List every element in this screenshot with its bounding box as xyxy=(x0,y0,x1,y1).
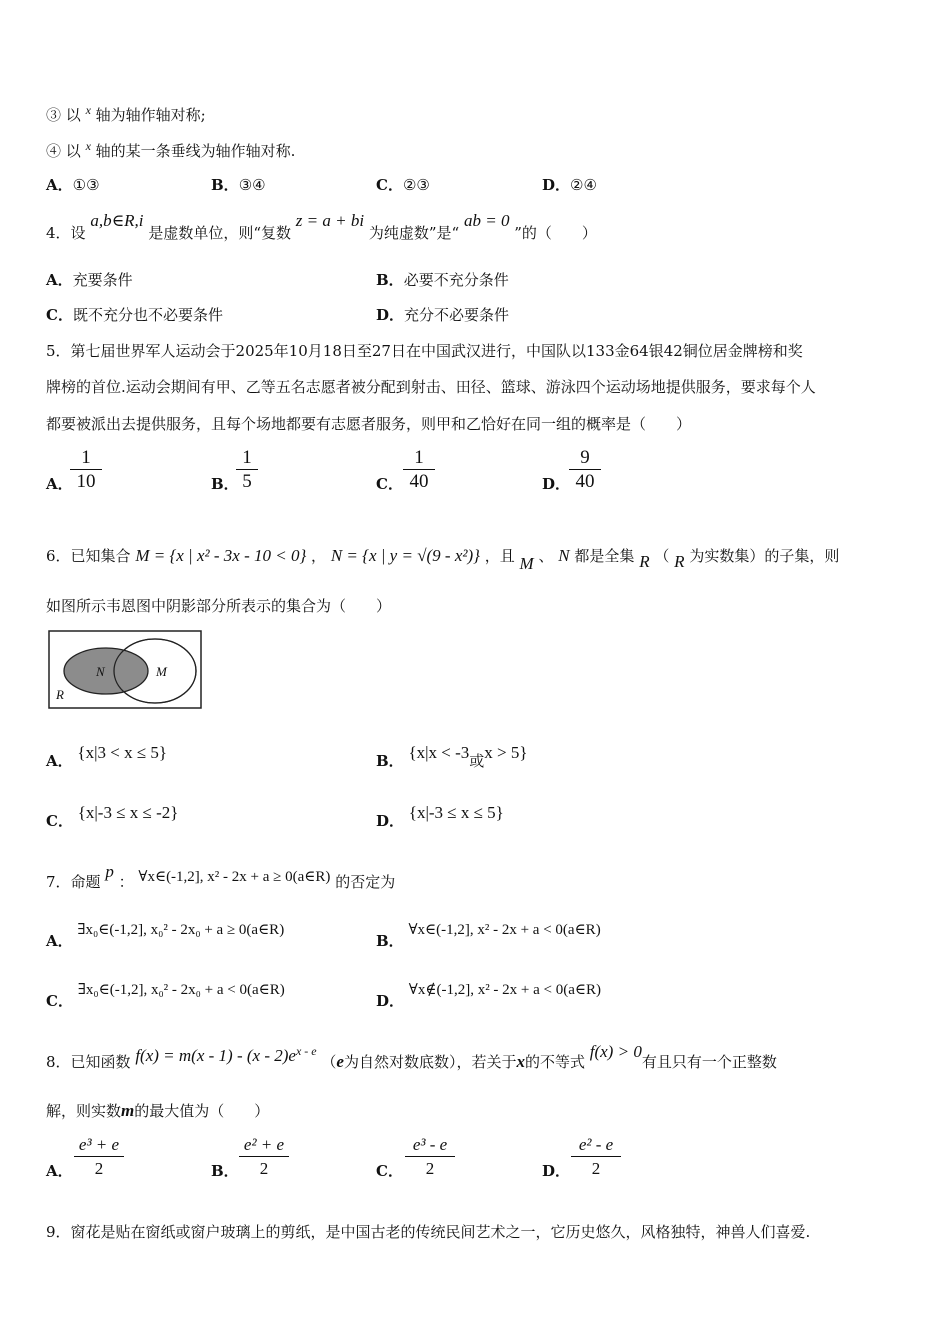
option-or: 或 xyxy=(469,752,485,770)
q4-option-a[interactable] xyxy=(46,269,133,290)
q8-option-b-fraction[interactable] xyxy=(239,1134,289,1181)
q7-text: 的否定为 xyxy=(335,873,396,891)
option-label: C． xyxy=(376,176,403,194)
option-text: ∀x∉(-1,2], x² - 2x + a < 0(a∈R) xyxy=(408,982,602,998)
q5-option-a-label[interactable]: A． xyxy=(46,475,73,493)
q4-math-z: z = a + bi xyxy=(295,211,365,230)
q8-text-1: （ xyxy=(321,1053,337,1071)
option-text-2: x > 5} xyxy=(484,743,528,762)
q7-option-b[interactable] xyxy=(376,922,601,951)
numerator: 9 xyxy=(569,447,601,470)
item-4 xyxy=(46,139,295,161)
venn-label-r: R xyxy=(56,687,64,702)
numerator: e² - e xyxy=(571,1134,621,1157)
venn-label-n: N xyxy=(96,664,105,679)
q8-exponent: x - e xyxy=(295,1044,317,1058)
q6-option-d[interactable] xyxy=(376,803,504,831)
denominator: 2 xyxy=(425,1159,435,1178)
q8-var-m: m xyxy=(121,1101,135,1120)
venn-label-m: M xyxy=(156,664,167,679)
item-3-prefix: ③ 以 xyxy=(46,106,81,124)
denominator: 5 xyxy=(242,471,252,492)
q8-option-b-label[interactable]: B． xyxy=(211,1162,239,1180)
option-text: 既不充分也不必要条件 xyxy=(72,306,223,324)
q6-comma: ， xyxy=(311,547,327,565)
q5-option-b-fraction[interactable] xyxy=(236,447,258,494)
option-label: A． xyxy=(46,752,73,770)
q8-option-c-fraction[interactable] xyxy=(405,1134,455,1181)
option-text: {x|-3 ≤ x ≤ -2} xyxy=(77,803,179,822)
q8-option-a-fraction[interactable] xyxy=(74,1134,124,1181)
option-text: 充要条件 xyxy=(72,271,133,289)
option-label: A． xyxy=(46,932,73,950)
option-label: B． xyxy=(376,271,404,289)
q5-option-d-fraction[interactable] xyxy=(569,447,601,494)
numerator: 1 xyxy=(70,447,102,470)
venn-set-n-shaded xyxy=(64,648,148,694)
option-text: 必要不充分条件 xyxy=(403,271,509,289)
numerator: e² + e xyxy=(239,1134,289,1157)
option-label: A． xyxy=(46,176,73,194)
q8-function: f(x) = m(x - 1) - (x - 2)e xyxy=(135,1046,296,1065)
q6-text-4: 为实数集）的子集，则 xyxy=(689,547,840,565)
q7-number: 7．命题 xyxy=(46,873,101,891)
q3-option-a[interactable] xyxy=(46,174,100,195)
q6-option-c[interactable] xyxy=(46,803,179,831)
item-3-text: 轴为轴作轴对称; xyxy=(95,106,206,124)
q4-option-c[interactable] xyxy=(46,304,223,325)
q4-option-d[interactable] xyxy=(376,304,509,325)
q5-option-c-fraction[interactable] xyxy=(403,447,435,494)
q8-line-2-suffix: 的最大值为（ ） xyxy=(134,1102,270,1120)
q4-text-2: 为纯虚数”是“ xyxy=(368,224,460,242)
option-label: B． xyxy=(211,176,239,194)
denominator: 10 xyxy=(76,471,96,492)
q5-line-3: 都要被派出去提供服务，且每个场地都要有志愿者服务，则甲和乙恰好在同一组的概率是（ ） xyxy=(46,415,692,433)
q6-text-2: 都是全集 xyxy=(574,547,635,565)
option-text: ∀x∈(-1,2], x² - 2x + a < 0(a∈R) xyxy=(408,922,601,938)
q8-text-3: 的不等式 xyxy=(524,1053,585,1071)
denominator: 2 xyxy=(259,1159,269,1178)
option-label: C． xyxy=(46,306,73,324)
option-text: ②③ xyxy=(402,176,430,194)
question-7 xyxy=(46,862,396,892)
denominator: 2 xyxy=(94,1159,104,1178)
q7-option-d[interactable] xyxy=(376,982,602,1011)
q8-line-2 xyxy=(46,1100,269,1121)
q7-option-c[interactable] xyxy=(46,982,285,1011)
q6-var-n: N xyxy=(558,546,570,565)
q6-var-r: R xyxy=(639,552,650,571)
venn-diagram xyxy=(48,630,204,712)
option-label: C． xyxy=(46,812,73,830)
option-label: D． xyxy=(376,812,405,830)
option-label: B． xyxy=(376,932,404,950)
option-label: A． xyxy=(46,271,73,289)
q6-line-2: 如图所示韦恩图中阴影部分所表示的集合为（ ） xyxy=(46,597,392,615)
option-text: ①③ xyxy=(72,176,100,194)
q4-text-1: 是虚数单位，则“复数 xyxy=(148,224,291,242)
q8-option-a-label[interactable]: A． xyxy=(46,1162,73,1180)
q6-option-a[interactable] xyxy=(46,743,168,771)
option-text: {x|x < -3 xyxy=(408,743,470,762)
option-text: ∃x₀∈(-1,2], x₀² - 2x₀ + a ≥ 0(a∈R) xyxy=(77,922,285,938)
q7-option-a[interactable] xyxy=(46,922,285,951)
option-text: ③④ xyxy=(238,176,266,194)
q8-number: 8．已知函数 xyxy=(46,1053,131,1071)
q8-text-4: 有且只有一个正整数 xyxy=(641,1053,777,1071)
option-label: B． xyxy=(376,752,404,770)
q7-proposition: ∀x∈(-1,2], x² - 2x + a ≥ 0(a∈R) xyxy=(138,869,331,885)
q6-option-b[interactable] xyxy=(376,743,528,771)
q4-number: 4．设 xyxy=(46,224,86,242)
q6-var-r-2: R xyxy=(674,552,685,571)
denominator: 2 xyxy=(591,1159,601,1178)
q6-sep: 、 xyxy=(538,547,554,565)
q6-number: 6．已知集合 xyxy=(46,547,131,565)
q3-option-b[interactable] xyxy=(211,174,266,195)
q8-line-2-prefix: 解，则实数 xyxy=(46,1102,122,1120)
option-label: C． xyxy=(46,992,73,1010)
q6-set-m: M = {x | x² - 3x - 10 < 0} xyxy=(135,546,307,565)
q3-option-d[interactable] xyxy=(542,174,597,195)
q4-math-ab: a,b∈R,i xyxy=(90,211,144,230)
q5-line-1: 5．第七届世界军人运动会于2025年10月18日至27日在中国武汉进行，中国队以133金64银42铜位居金牌榜和奖 xyxy=(46,342,803,360)
item-4-text: 轴的某一条垂线为轴作轴对称. xyxy=(95,142,296,160)
q5-option-a-fraction[interactable] xyxy=(70,447,102,494)
q5-line-2: 牌榜的首位.运动会期间有甲、乙等五名志愿者被分配到射击、田径、篮球、游泳四个运动场地提供服务，要求每个人 xyxy=(46,378,816,396)
q5-option-d-label[interactable]: D． xyxy=(542,475,571,493)
q4-math-ab0: ab = 0 xyxy=(463,211,510,230)
item-3 xyxy=(46,103,206,125)
denominator: 40 xyxy=(409,471,429,492)
option-label: D． xyxy=(376,992,405,1010)
q8-option-d-fraction[interactable] xyxy=(571,1134,621,1181)
numerator: 1 xyxy=(236,447,258,470)
q4-text-3: ”的（ ） xyxy=(514,224,597,242)
q8-option-d-label[interactable]: D． xyxy=(542,1162,571,1180)
numerator: e³ - e xyxy=(405,1134,455,1157)
q6-var-m: M xyxy=(519,554,534,573)
question-6 xyxy=(46,545,840,573)
option-label: D． xyxy=(542,176,571,194)
q5-option-b-label[interactable]: B． xyxy=(211,475,239,493)
item-3-var: x xyxy=(85,103,91,117)
q6-text-1: ，且 xyxy=(484,547,515,565)
numerator: 1 xyxy=(403,447,435,470)
q6-text-3: （ xyxy=(654,547,670,565)
q8-var-x: x xyxy=(516,1052,525,1071)
option-text: {x|3 < x ≤ 5} xyxy=(77,743,168,762)
question-8 xyxy=(46,1042,777,1072)
q8-inequality: f(x) > 0 xyxy=(589,1042,642,1061)
option-label: D． xyxy=(376,306,405,324)
option-text: ②④ xyxy=(570,176,597,194)
q9-line-1: 9．窗花是贴在窗纸或窗户玻璃上的剪纸，是中国古老的传统民间艺术之一，它历史悠久，风格独特，神兽人们喜爱. xyxy=(46,1223,811,1241)
q4-option-b[interactable] xyxy=(376,269,509,290)
numerator: e³ + e xyxy=(74,1134,124,1157)
q7-var-p: p xyxy=(105,862,114,881)
question-4 xyxy=(46,211,597,243)
q5-option-c-label[interactable]: C． xyxy=(376,475,403,493)
denominator: 40 xyxy=(575,471,595,492)
option-text: {x|-3 ≤ x ≤ 5} xyxy=(408,803,504,822)
q3-option-c[interactable] xyxy=(376,174,430,195)
option-text: ∃x₀∈(-1,2], x₀² - 2x₀ + a < 0(a∈R) xyxy=(77,982,285,998)
q8-text-2: 为自然对数底数），若关于 xyxy=(343,1053,517,1071)
q8-option-c-label[interactable]: C． xyxy=(376,1162,403,1180)
option-text: 充分不必要条件 xyxy=(404,306,510,324)
q7-colon: ： xyxy=(118,873,134,891)
q8-var-e: e xyxy=(336,1052,344,1071)
q6-set-n: N = {x | y = √(9 - x²)} xyxy=(330,546,480,565)
item-4-var: x xyxy=(85,139,91,153)
item-4-prefix: ④ 以 xyxy=(46,142,81,160)
